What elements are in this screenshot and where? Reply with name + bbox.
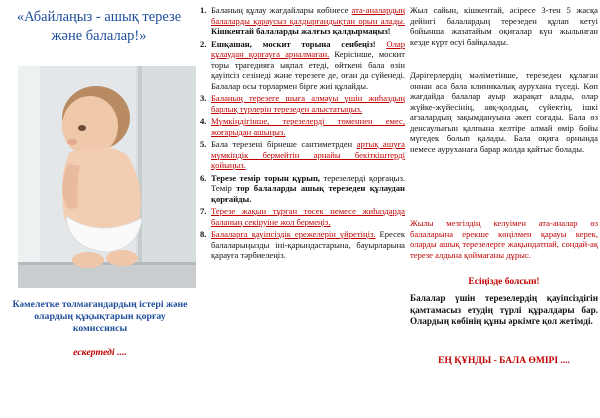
- middle-column: [200, 0, 405, 418]
- rule-text-part: Олар құлаудан қорғауға арналмаған.: [211, 38, 405, 59]
- rule-number: 6.: [200, 172, 207, 183]
- rule-text: [211, 93, 405, 114]
- rule-text: [211, 116, 405, 137]
- rule-item: [200, 5, 405, 37]
- right-column: [410, 0, 600, 418]
- baby-illustration: [18, 66, 196, 288]
- rule-text-part: Баланың терезеге шыға алмауы үшін жиһаздың барлық түрлерін терезеден алыстатыңыз.: [211, 93, 405, 114]
- rule-text-part: Ешқашан, москит торына сенбеңіз!: [211, 38, 387, 49]
- rule-text-part: Ересек балаларыңызды іні-қарындастарына, бауырларына қарауға тәрбиелеңіз.: [211, 229, 405, 260]
- rule-number: 7.: [200, 206, 207, 216]
- warm-season-paragraph: Жылы мезгілдің келуімен ата-аналар өз балаларына ерекше көңілмен қарауы керек, оларды ашық терезелерге жақындатпай, сондай-ақ терезе алдына қоймағаны дұрыс.: [410, 218, 598, 260]
- rule-number: 5.: [200, 139, 207, 149]
- rule-text-part: Терезе темір торын құрып,: [211, 172, 324, 183]
- rule-number: 8.: [200, 229, 207, 239]
- rule-text-part: Бала терезені бірнеше сантиметрден: [211, 139, 357, 149]
- commission-text: Кәмелетке толмағандардың істері және олардың құқықтарын қорғау комиссиясы: [12, 299, 188, 334]
- rule-item: [200, 116, 405, 137]
- rule-text-part: Кішкентай балаларды жалғыз қалдырмаңыз!: [211, 26, 391, 36]
- rule-text-part: Мүмкіндігінше, терезелерді төменнен емес, жоғарыдан ашыңыз.: [211, 116, 405, 137]
- rule-item: [200, 206, 405, 227]
- rule-text-part: Керісінше, москит торы трагедияға ықпал етеді, өйткені бала өзін қауіпсіз сезінеді және терезеге де, оған да сүйенеді. Балалар осы торлармен бірге жиі құлайды.: [211, 49, 406, 91]
- doctors-paragraph: Дәрігерлердің мәліметінше, терезеден құлаған оннан аса бала клиникалық аурухана түседі. Көп жағдайда балалар ауыр жарақат алады, олар жүйке-жүйесінің, аяқ-қолдың, сүйектің, ішкі ағзалардың зақымдануына әкеп соғады. Бала өз денсаулығын қалпына келтіре алмай өмір бойы мүгедек болып қалады. Бала оқиға орнында немесе ауруханаға барар жолда қайтыс болады.: [410, 70, 598, 154]
- rule-item: [200, 93, 405, 114]
- tools-paragraph: Балалар үшін терезелердің қауіпсіздігін қамтамасыз етудің түрлі құралдары бар. Олардың көбінің құны әркімге қол жетімді.: [410, 293, 598, 326]
- rule-text: [211, 229, 405, 261]
- rule-number: 3.: [200, 93, 207, 103]
- rule-item: [200, 173, 405, 205]
- remember-heading: Есіңізде болсын!: [468, 277, 540, 287]
- rule-item: [200, 229, 405, 261]
- rule-text-part: ата-аналардың балаларды қараусыз қалдырғандықтан орын алады.: [211, 5, 405, 26]
- rule-number: 1.: [200, 5, 207, 15]
- rule-text: [211, 139, 405, 171]
- rule-text-part: Баланың құлау жағдайлары көбінесе: [211, 5, 352, 15]
- rule-text-part: тор балаларды ашық терезеден құлаудан қорғайды.: [211, 183, 405, 204]
- intro-paragraph: Жыл сайын, кішкентай, әсіресе 3-тен 5 жасқа дейінгі балалардың терезеден құлап кетуі бойынша жазатайым оқиғалар күн жылынған кезде күрт өсуі байқалады.: [410, 5, 598, 47]
- baby-photo: [18, 66, 196, 288]
- rule-item: [200, 139, 405, 171]
- rule-text: [211, 5, 405, 37]
- rule-item: [200, 39, 405, 92]
- rule-number: 2.: [200, 38, 207, 49]
- rule-text-part: Балаларға қауіпсіздік ережелерін үйретіңіз.: [211, 229, 376, 239]
- rule-text: [211, 173, 405, 205]
- left-column: [0, 0, 197, 418]
- rule-text: [211, 39, 405, 92]
- rule-number: 4.: [200, 116, 207, 126]
- slogan: ЕҢ ҚҰНДЫ - БАЛА ӨМІРІ ....: [438, 356, 570, 366]
- rule-text: [211, 206, 405, 227]
- page-title: «Абайлаңыз - ашық терезе және балалар!»: [16, 9, 182, 44]
- rule-text-part: Терезе жақын тұрған төсек немесе жиһаздарда баланың секіруіне жол бермеңіз.: [211, 206, 405, 227]
- rule-text-part: артық ашуға мүмкіндік бермейтін арнайы бекіткіштерді қойыңыз.: [211, 139, 405, 170]
- safety-rules-list: [200, 5, 405, 263]
- rule-text-part: терезелерді қорғаңыз. Темір: [211, 172, 406, 193]
- warns-text: ескертеді ....: [73, 347, 127, 358]
